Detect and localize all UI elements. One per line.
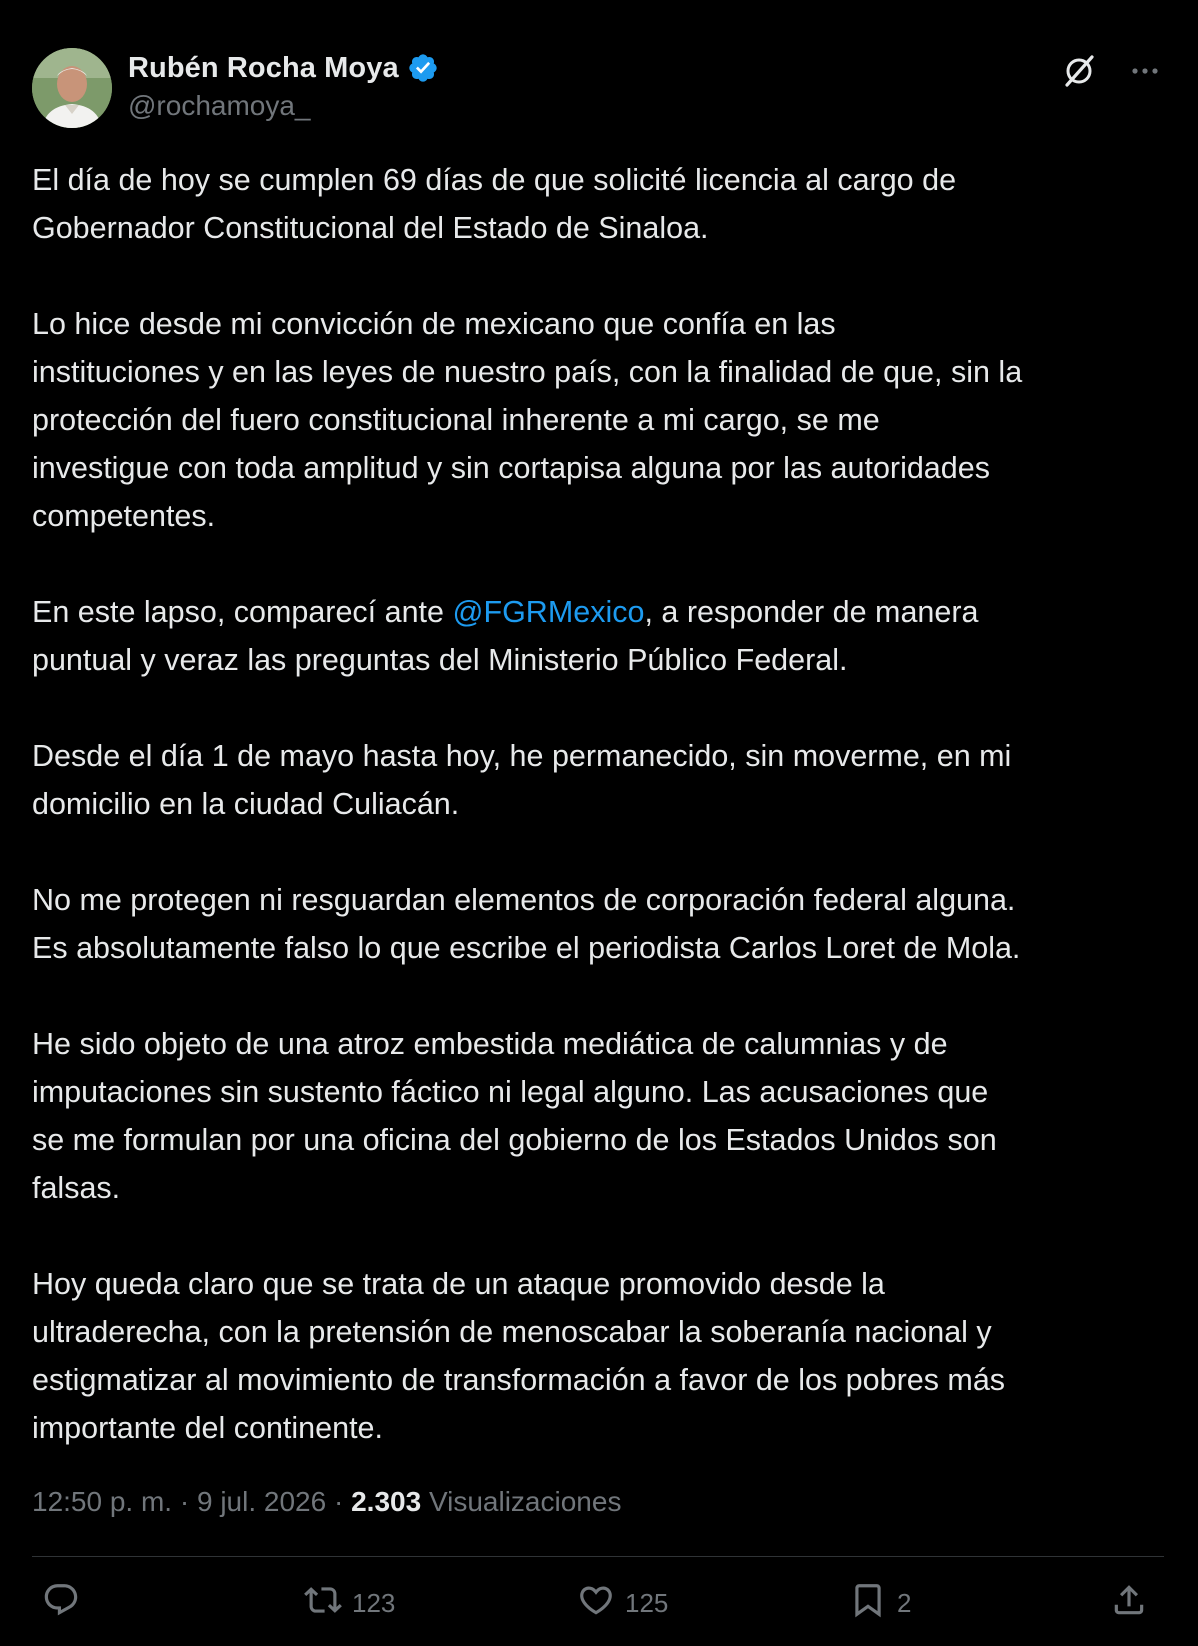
- divider: [32, 1556, 1164, 1557]
- tweet: [32, 0, 1164, 1646]
- tweet-paragraph-5: No me protegen ni resguardan elementos de corporación federal alguna. Es absolutamente falso lo que escribe el periodista Carlos Loret de Mola.: [32, 883, 1021, 965]
- tweet-time[interactable]: 12:50 p. m.: [32, 1486, 173, 1517]
- tweet-paragraph-2: Lo hice desde mi convicción de mexicano que confía en las instituciones y en las leyes de nuestro país, con la finalidad de que, sin la protección del fuero constitucional inherente a mi cargo, se me investigue con toda amplitud y sin cortapisa alguna por las autoridades competentes.: [32, 307, 1023, 533]
- tweet-paragraph-3: [32, 588, 1164, 684]
- paragraph-3-lead: En este lapso, comparecí ante: [32, 595, 444, 629]
- mention-link-fgrmexico[interactable]: @FGRMexico: [452, 595, 645, 629]
- views-count: 2.303: [351, 1486, 422, 1517]
- tweet-header: [32, 48, 1164, 128]
- tweet-paragraph-1: El día de hoy se cumplen 69 días de que solicité licencia al cargo de Gobernador Constitucional del Estado de Sinaloa.: [32, 163, 957, 245]
- name-row: [128, 50, 439, 86]
- reply-button[interactable]: [42, 1578, 90, 1628]
- bookmark-button[interactable]: [849, 1578, 911, 1628]
- tweet-date[interactable]: 9 jul. 2026: [196, 1486, 327, 1517]
- reply-icon: [42, 1581, 80, 1626]
- verified-badge-icon: [407, 52, 439, 84]
- avatar[interactable]: [32, 48, 112, 128]
- heart-icon: [577, 1581, 615, 1626]
- tweet-paragraph-4: Desde el día 1 de mayo hasta hoy, he permanecido, sin moverme, en mi domicilio en la ciudad Culiacán.: [32, 739, 1012, 821]
- meta-separator: ·: [172, 1486, 197, 1517]
- retweet-button[interactable]: [304, 1578, 395, 1628]
- views-label: Visualizaciones: [428, 1486, 622, 1517]
- retweet-count: 123: [352, 1587, 396, 1618]
- grok-icon[interactable]: [1062, 54, 1096, 88]
- meta-separator: ·: [326, 1486, 352, 1517]
- share-icon: [1110, 1581, 1148, 1626]
- tweet-text: [32, 156, 1164, 1452]
- author-info: [128, 50, 439, 122]
- share-button[interactable]: [1110, 1578, 1148, 1628]
- tweet-paragraph-6: He sido objeto de una atroz embestida mediática de calumnias y de imputaciones sin sustento fáctico ni legal alguno. Las acusaciones que se me formulan por una oficina del gobierno de los Estados Unidos son falsas.: [32, 1027, 997, 1205]
- author-handle[interactable]: @rochamoya_: [128, 90, 311, 121]
- tweet-paragraph-7: Hoy queda claro que se trata de un ataque promovido desde la ultraderecha, con la pretensión de menoscabar la soberanía nacional y estigmatizar al movimiento de transformación a favor de los pobres más importante del continente.: [32, 1267, 1006, 1445]
- more-icon[interactable]: [1130, 56, 1160, 86]
- bookmark-count: 2: [897, 1587, 912, 1618]
- author-display-name[interactable]: Rubén Rocha Moya: [128, 51, 399, 84]
- like-count: 125: [625, 1587, 669, 1618]
- paragraph-3-rest: , a responder de manera puntual y veraz las preguntas del Ministerio Público Federal.: [32, 595, 979, 677]
- action-bar: [32, 1578, 1164, 1628]
- retweet-icon: [304, 1581, 342, 1626]
- tweet-meta: [32, 1486, 621, 1518]
- like-button[interactable]: [577, 1578, 668, 1628]
- bookmark-icon: [849, 1581, 887, 1626]
